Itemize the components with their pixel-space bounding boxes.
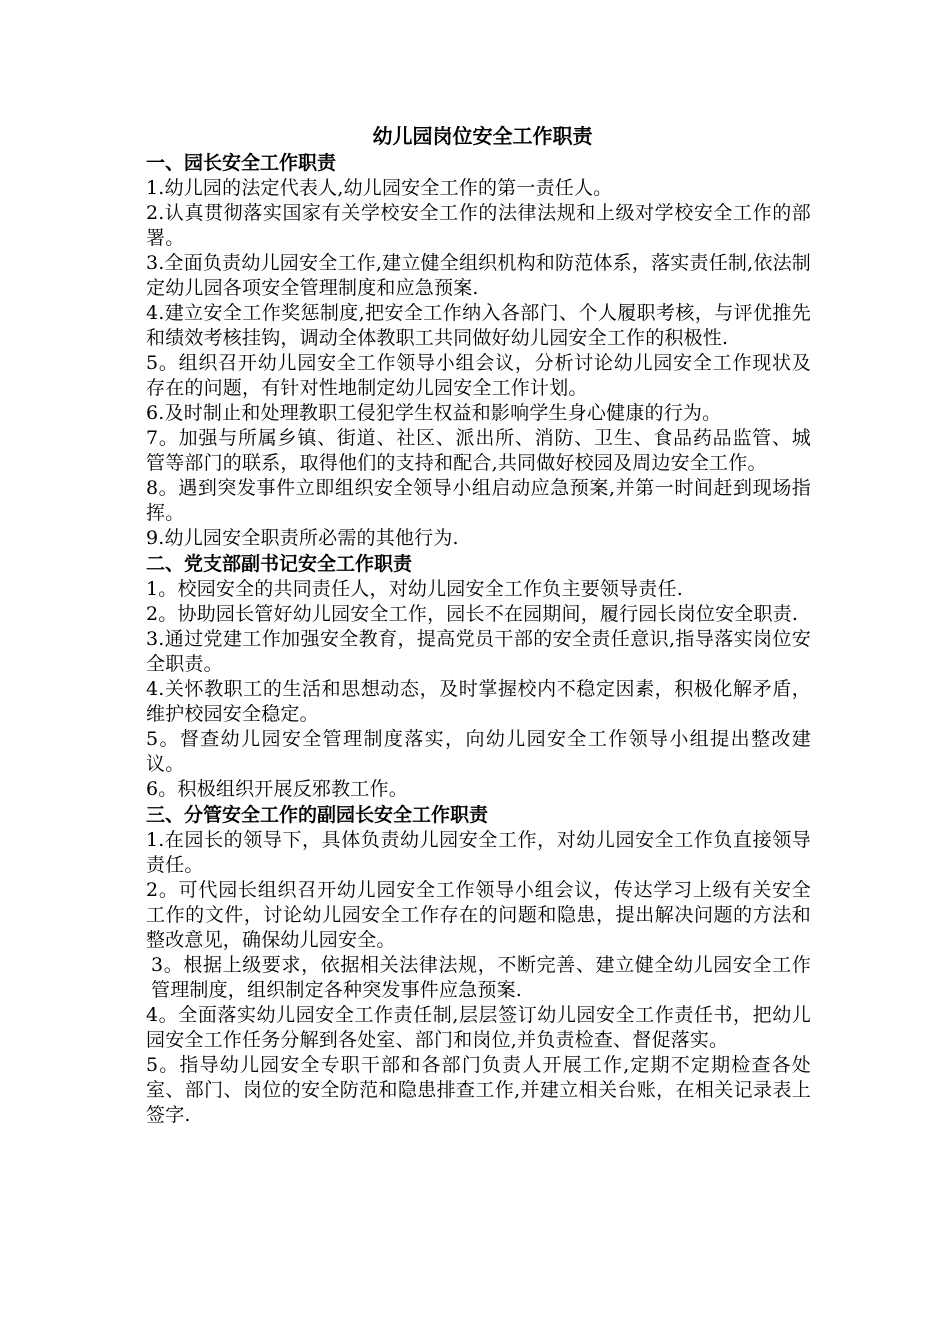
paragraph: 4。全面落实幼儿园安全工作责任制,层层签订幼儿园安全工作责任书，把幼儿园安全工作任务分解到各处室、部门和岗位,并负责检查、督促落实。 bbox=[146, 1004, 811, 1051]
section-2 bbox=[146, 551, 811, 802]
paragraph: 1.幼儿园的法定代表人,幼儿园安全工作的第一责任人。 bbox=[146, 177, 613, 199]
paragraph: 3.通过党建工作加强安全教育，提高党员干部的安全责任意识,指导落实岗位安全职责。 bbox=[146, 628, 811, 675]
paragraph: 6.及时制止和处理教职工侵犯学生权益和影响学生身心健康的行为。 bbox=[146, 402, 722, 424]
section-3 bbox=[146, 802, 811, 1128]
section-heading: 三、分管安全工作的副园长安全工作职责 bbox=[146, 804, 489, 826]
paragraph: 4.关怀教职工的生活和思想动态，及时掌握校内不稳定因素，积极化解矛盾，维护校园安全稳定。 bbox=[146, 678, 811, 725]
paragraph: 9.幼儿园安全职责所必需的其他行为. bbox=[146, 527, 459, 549]
paragraph: 7。加强与所属乡镇、街道、社区、派出所、消防、卫生、食品药品监管、城管等部门的联系，取得他们的支持和配合,共同做好校园及周边安全工作。 bbox=[146, 427, 811, 474]
document-title: 幼儿园岗位安全工作职责 bbox=[372, 124, 593, 148]
paragraph: 6。积极组织开展反邪教工作。 bbox=[146, 778, 408, 800]
document-page bbox=[146, 122, 811, 1128]
paragraph: 4.建立安全工作奖惩制度,把安全工作纳入各部门、个人履职考核，与评优推先和绩效考核挂钩，调动全体教职工共同做好幼儿园安全工作的积极性. bbox=[146, 302, 811, 349]
paragraph: 3。根据上级要求，依据相关法律法规，不断完善、建立健全幼儿园安全工作管理制度，组织制定各种突发事件应急预案. bbox=[151, 954, 811, 1001]
paragraph: 8。遇到突发事件立即组织安全领导小组启动应急预案,并第一时间赶到现场指挥。 bbox=[146, 477, 811, 524]
paragraph: 5。督查幼儿园安全管理制度落实，向幼儿园安全工作领导小组提出整改建议。 bbox=[146, 728, 811, 775]
section-heading: 一、园长安全工作职责 bbox=[146, 152, 337, 174]
paragraph: 2。可代园长组织召开幼儿园安全工作领导小组会议，传达学习上级有关安全工作的文件，讨论幼儿园安全工作存在的问题和隐患，提出解决问题的方法和整改意见，确保幼儿园安全。 bbox=[146, 879, 811, 951]
paragraph: 2。协助园长管好幼儿园安全工作，园长不在园期间，履行园长岗位安全职责. bbox=[146, 603, 799, 625]
paragraph: 5。组织召开幼儿园安全工作领导小组会议，分析讨论幼儿园安全工作现状及存在的问题，有针对性地制定幼儿园安全工作计划。 bbox=[146, 352, 811, 399]
paragraph: 1.在园长的领导下，具体负责幼儿园安全工作，对幼儿园安全工作负直接领导责任。 bbox=[146, 829, 811, 876]
paragraph: 1。校园安全的共同责任人，对幼儿园安全工作负主要领导责任. bbox=[146, 578, 683, 600]
paragraph: 3.全面负责幼儿园安全工作,建立健全组织机构和防范体系，落实责任制,依法制定幼儿园各项安全管理制度和应急预案. bbox=[146, 252, 811, 299]
paragraph: 2.认真贯彻落实国家有关学校安全工作的法律法规和上级对学校安全工作的部署。 bbox=[146, 202, 811, 249]
section-heading: 二、党支部副书记安全工作职责 bbox=[146, 553, 413, 575]
section-1 bbox=[146, 150, 811, 551]
paragraph: 5。指导幼儿园安全专职干部和各部门负责人开展工作,定期不定期检查各处室、部门、岗位的安全防范和隐患排查工作,并建立相关台账，在相关记录表上签字. bbox=[146, 1054, 811, 1126]
